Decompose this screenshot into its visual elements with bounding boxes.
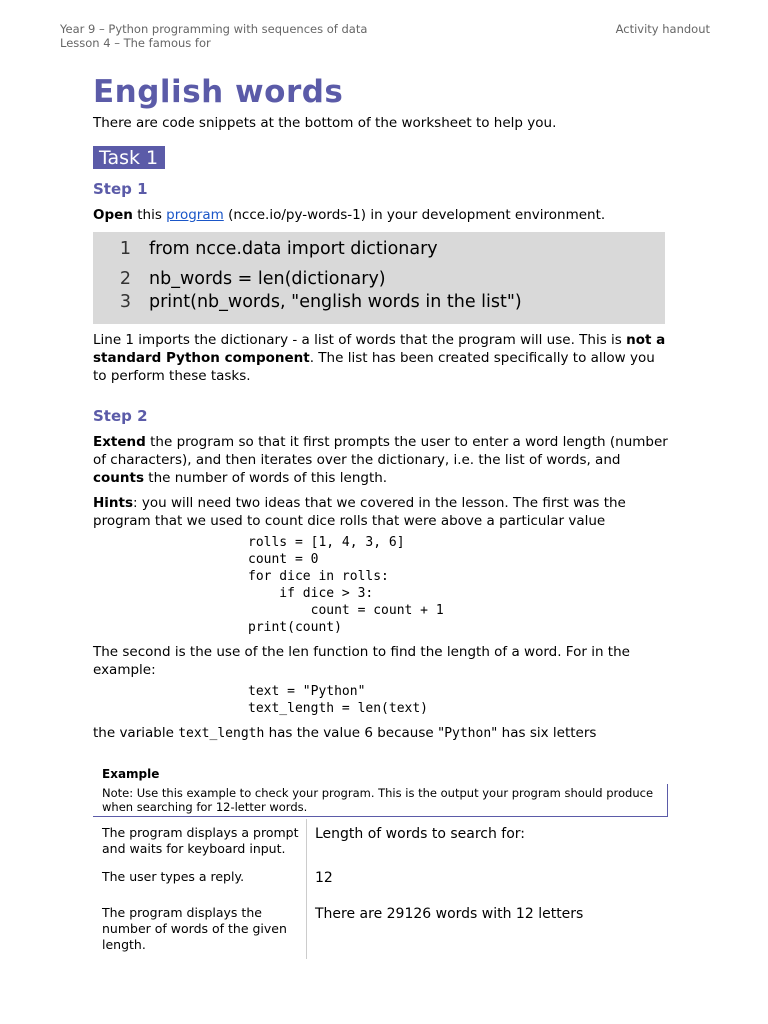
example-desc: The program displays the number of words of the given length.: [93, 899, 307, 959]
example-desc: The program displays a prompt and waits for keyboard input.: [93, 819, 307, 863]
page-header-left: [60, 22, 367, 50]
line1-explanation: [93, 331, 668, 385]
example-output: Length of words to search for:: [315, 826, 526, 842]
example-output: There are 29126 words with 12 letters: [315, 906, 584, 922]
line1-bold: not a standard Python component: [93, 332, 666, 366]
var-text-c: " has six letters: [491, 725, 597, 741]
len-code-snippet: text = "Python" text_length = len(text): [248, 684, 429, 716]
example-title: Example: [102, 767, 160, 781]
var-text-a: the variable: [93, 725, 179, 741]
variable-paragraph: [93, 724, 668, 743]
counts-bold: counts: [93, 470, 144, 486]
len-paragraph: The second is the use of the len function to find the length of a word. For in the example:: [93, 644, 630, 678]
line-number: 3: [119, 292, 131, 312]
code-line: [93, 238, 665, 261]
code-text: nb_words = len(dictionary): [149, 269, 386, 289]
dice-code-snippet: rolls = [1, 4, 3, 6] count = 0 for dice in rolls: if dice > 3: count = count + 1 print(count): [248, 535, 444, 635]
open-rest: (ncce.io/py-words-1) in your development environment.: [223, 207, 606, 223]
example-table: [93, 764, 668, 959]
hints-bold: Hints: [93, 495, 134, 511]
extend-instruction: [93, 433, 668, 487]
step1-heading: Step 1: [93, 180, 148, 198]
line1-text-a: Line 1 imports the dictionary - a list of words that the program will use. This is: [93, 332, 627, 348]
var-code2: Python: [444, 726, 492, 741]
intro-text: There are code snippets at the bottom of the worksheet to help you.: [93, 115, 557, 131]
example-output: 12: [315, 870, 333, 886]
header-lesson: Lesson 4 – The famous for: [60, 36, 211, 50]
code-text: print(nb_words, "english words in the list"): [149, 292, 522, 312]
example-row: [93, 817, 668, 863]
hints-text: : you will need two ideas that we covered in the lesson. The first was the program that we used to count dice rolls that were above a particular value: [93, 495, 626, 529]
code-line: [93, 291, 665, 314]
example-row: [93, 899, 668, 959]
extend-text-a: the program so that it first prompts the user to enter a word length (number of characters), and then iterates over the dictionary, i.e. the list of words, and: [93, 434, 668, 468]
open-bold: Open: [93, 207, 133, 223]
program-link[interactable]: program: [166, 207, 224, 223]
var-text-b: has the value 6 because ": [264, 725, 445, 741]
example-note: Note: Use this example to check your program. This is the output your program should produce when searching for 12-letter words.: [93, 784, 668, 817]
page-title: English words: [93, 74, 344, 110]
header-doc-type: Activity handout: [615, 22, 710, 36]
example-desc: The user types a reply.: [93, 863, 307, 899]
extend-bold: Extend: [93, 434, 146, 450]
line-number: 1: [119, 239, 131, 259]
line1-text-c: . The list has been created specifically to allow you to perform these tasks.: [93, 350, 655, 384]
extend-text-b: the number of words of this length.: [144, 470, 388, 486]
var-code: text_length: [178, 726, 265, 741]
hints-paragraph: [93, 494, 668, 530]
open-mid: this: [132, 207, 167, 223]
open-instruction: [93, 206, 668, 224]
task-badge: Task 1: [93, 146, 165, 169]
code-line: [93, 268, 665, 291]
code-listing: [93, 232, 665, 324]
code-text: from ncce.data import dictionary: [149, 239, 438, 259]
main-content: [93, 72, 668, 743]
step2-heading: Step 2: [93, 407, 148, 425]
header-course: Year 9 – Python programming with sequences of data: [60, 22, 368, 36]
example-row: [93, 863, 668, 899]
line-number: 2: [119, 269, 131, 289]
